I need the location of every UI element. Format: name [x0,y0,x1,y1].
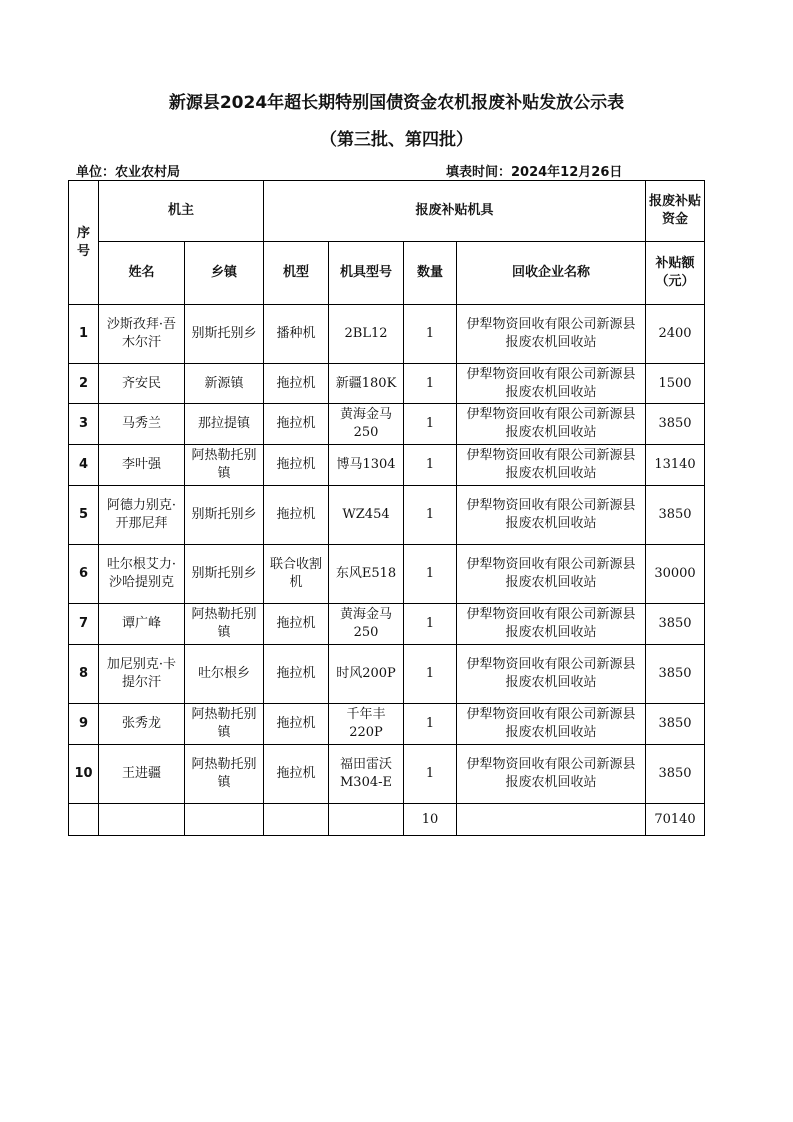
cell-amount: 13140 [646,445,705,486]
cell-seq: 6 [69,545,99,604]
cell-seq: 4 [69,445,99,486]
cell-town: 阿热勒托别镇 [185,704,264,745]
cell-amount: 3850 [646,704,705,745]
cell-amount: 30000 [646,545,705,604]
cell-model: 时风200P [329,645,404,704]
cell-qty: 1 [404,305,457,364]
cell-seq: 3 [69,404,99,445]
table-row [69,704,705,745]
cell-type: 拖拉机 [264,445,329,486]
cell-type: 拖拉机 [264,645,329,704]
cell-seq: 8 [69,645,99,704]
cell-town: 吐尔根乡 [185,645,264,704]
cell-company: 伊犁物资回收有限公司新源县报废农机回收站 [457,445,646,486]
total-qty: 10 [404,804,457,836]
cell-amount: 3850 [646,745,705,804]
table-row [69,305,705,364]
cell-model: WZ454 [329,486,404,545]
cell-seq: 2 [69,364,99,404]
total-cell-empty [457,804,646,836]
cell-qty: 1 [404,445,457,486]
cell-amount: 2400 [646,305,705,364]
total-cell-empty [99,804,185,836]
cell-type: 拖拉机 [264,364,329,404]
cell-company: 伊犁物资回收有限公司新源县报废农机回收站 [457,745,646,804]
cell-seq: 7 [69,604,99,645]
cell-company: 伊犁物资回收有限公司新源县报废农机回收站 [457,645,646,704]
cell-seq: 5 [69,486,99,545]
cell-qty: 1 [404,545,457,604]
cell-name: 张秀龙 [99,704,185,745]
cell-model: 新疆180K [329,364,404,404]
cell-model: 福田雷沃M304-E [329,745,404,804]
header-qty: 数量 [404,242,457,305]
header-company: 回收企业名称 [457,242,646,305]
cell-company: 伊犁物资回收有限公司新源县报废农机回收站 [457,364,646,404]
cell-amount: 3850 [646,604,705,645]
cell-name: 马秀兰 [99,404,185,445]
cell-type: 拖拉机 [264,604,329,645]
cell-town: 阿热勒托别镇 [185,745,264,804]
document-title: 新源县2024年超长期特别国债资金农机报废补贴发放公示表 [168,93,625,113]
header-funds-group: 报废补贴资金 [646,181,705,242]
cell-type: 拖拉机 [264,404,329,445]
header-type: 机型 [264,242,329,305]
cell-name: 谭广峰 [99,604,185,645]
table-row [69,645,705,704]
cell-qty: 1 [404,486,457,545]
cell-town: 那拉提镇 [185,404,264,445]
cell-type: 联合收割机 [264,545,329,604]
cell-amount: 1500 [646,364,705,404]
total-amount: 70140 [646,804,705,836]
cell-model: 东风E518 [329,545,404,604]
cell-town: 阿热勒托别镇 [185,604,264,645]
cell-name: 王进疆 [99,745,185,804]
cell-type: 拖拉机 [264,745,329,804]
cell-seq: 10 [69,745,99,804]
cell-type: 拖拉机 [264,486,329,545]
cell-qty: 1 [404,364,457,404]
cell-qty: 1 [404,704,457,745]
table-row [69,486,705,545]
document-subtitle: （第三批、第四批） [320,130,473,150]
cell-seq: 9 [69,704,99,745]
subsidy-table [68,180,705,836]
table-row [69,545,705,604]
cell-model: 黄海金马250 [329,404,404,445]
cell-model: 千年丰220P [329,704,404,745]
table-row [69,404,705,445]
total-cell-empty [264,804,329,836]
cell-model: 博马1304 [329,445,404,486]
cell-company: 伊犁物资回收有限公司新源县报废农机回收站 [457,704,646,745]
cell-company: 伊犁物资回收有限公司新源县报废农机回收站 [457,305,646,364]
cell-qty: 1 [404,404,457,445]
cell-name: 阿德力别克·开那尼拜 [99,486,185,545]
cell-qty: 1 [404,645,457,704]
cell-company: 伊犁物资回收有限公司新源县报废农机回收站 [457,486,646,545]
cell-town: 阿热勒托别镇 [185,445,264,486]
cell-qty: 1 [404,604,457,645]
cell-amount: 3850 [646,404,705,445]
cell-name: 李叶强 [99,445,185,486]
total-cell-empty [329,804,404,836]
cell-amount: 3850 [646,486,705,545]
cell-name: 齐安民 [99,364,185,404]
header-amount: 补贴额（元） [646,242,705,305]
cell-name: 吐尔根艾力·沙哈提别克 [99,545,185,604]
total-cell-empty [69,804,99,836]
total-cell-empty [185,804,264,836]
cell-type: 拖拉机 [264,704,329,745]
cell-company: 伊犁物资回收有限公司新源县报废农机回收站 [457,404,646,445]
cell-name: 沙斯孜拜·吾木尔汗 [99,305,185,364]
cell-name: 加尼别克·卡提尔汗 [99,645,185,704]
total-row [69,804,705,836]
cell-company: 伊犁物资回收有限公司新源县报废农机回收站 [457,545,646,604]
cell-qty: 1 [404,745,457,804]
header-machine-group: 报废补贴机具 [264,181,646,242]
header-owner-group: 机主 [99,181,264,242]
cell-company: 伊犁物资回收有限公司新源县报废农机回收站 [457,604,646,645]
header-town: 乡镇 [185,242,264,305]
fill-time-label: 填表时间：2024年12月26日 [446,165,623,180]
cell-town: 别斯托别乡 [185,545,264,604]
header-name: 姓名 [99,242,185,305]
cell-model: 2BL12 [329,305,404,364]
cell-type: 播种机 [264,305,329,364]
table-row [69,604,705,645]
cell-town: 别斯托别乡 [185,486,264,545]
cell-amount: 3850 [646,645,705,704]
header-seq: 序号 [69,181,99,305]
cell-seq: 1 [69,305,99,364]
cell-model: 黄海金马250 [329,604,404,645]
table-row [69,445,705,486]
table-row [69,745,705,804]
header-model: 机具型号 [329,242,404,305]
table-row [69,364,705,404]
unit-label: 单位：农业农村局 [76,165,181,180]
cell-town: 别斯托别乡 [185,305,264,364]
cell-town: 新源镇 [185,364,264,404]
